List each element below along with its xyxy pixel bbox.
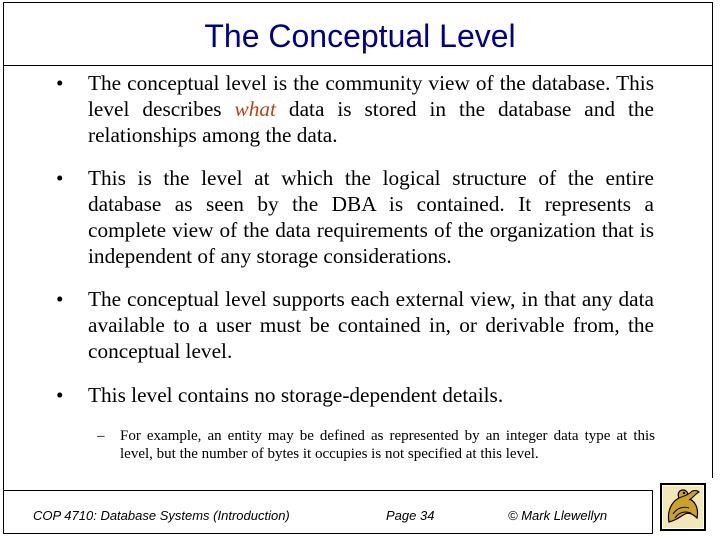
- footer-page-number: Page 34: [386, 508, 435, 523]
- slide-title: The Conceptual Level: [204, 18, 516, 54]
- bullet-1-text-after: data is stored in the database and the relationships among the data.: [88, 97, 654, 147]
- sub-bullet-text: For example, an entity may be defined as represented by an integer data type at this level, but the number of bytes it occupies is not specified at this level.: [120, 428, 655, 462]
- bullet-text-2: This is the level at which the logical structure of the entire database as seen by the DBA is contained. It represents a complete view of the data requirements of the organization that is independent of any storage considerations.: [88, 166, 654, 268]
- ucf-pegasus-logo-icon: [653, 478, 713, 536]
- footer-author: © Mark Llewellyn: [508, 508, 608, 523]
- bullet-1-text-before: The conceptual level is the community view of the database. This level describes: [88, 71, 654, 121]
- footer-course: COP 4710: Database Systems (Introduction): [33, 508, 290, 523]
- bullet-text-3: The conceptual level supports each external view, in that any data available to a user must be contained in, or derivable from, the conceptual level.: [88, 287, 654, 363]
- bullet-marker: •: [56, 166, 64, 190]
- bullet-1-emphasis: what: [234, 97, 276, 121]
- bullet-marker: •: [56, 383, 64, 407]
- bullet-marker: •: [56, 287, 64, 311]
- bullet-marker: •: [56, 71, 64, 95]
- bullet-text-1: [88, 70, 654, 148]
- bullet-text-4: This level contains no storage-dependent details.: [88, 383, 504, 407]
- sub-bullet-marker: –: [97, 428, 105, 444]
